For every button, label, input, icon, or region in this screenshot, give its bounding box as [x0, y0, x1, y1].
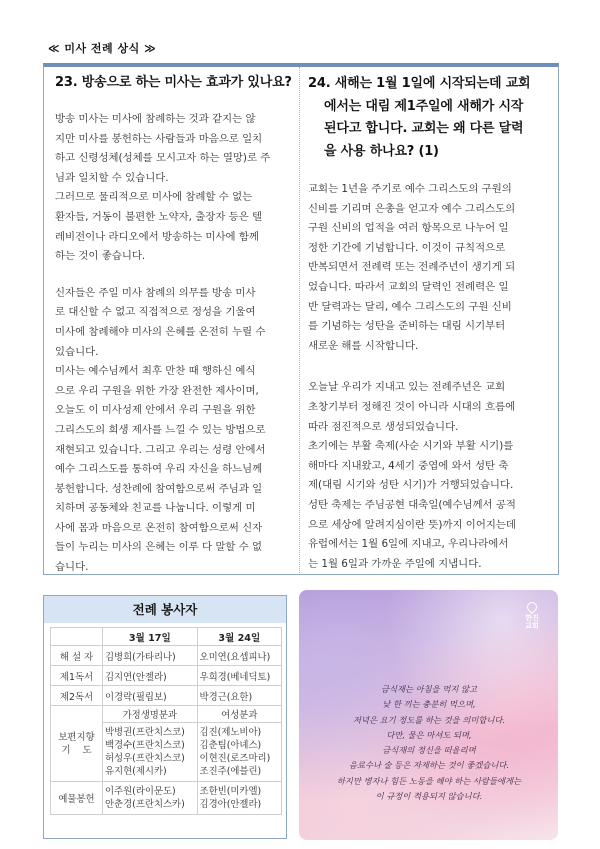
- text-line: 그리스도의 희생 제사를 느낄 수 있는 방법으로: [55, 423, 266, 436]
- row-label: 제2독서: [51, 686, 103, 706]
- title-line: 24. 새해는 1월 1일에 시작되는데 교회: [308, 76, 531, 91]
- text-line: 초기에는 부활 축제(사순 시기와 부활 시기)를: [308, 440, 514, 453]
- text-line: 그러므로 물리적으로 미사에 참례할 수 없는: [55, 191, 253, 204]
- text-line: 으로 세상에 알려지심이란 뜻)까지 이어지는데: [308, 518, 516, 531]
- table-row: [51, 782, 282, 815]
- text-line: 레비전이나 라디오에서 방송하는 미사에 함께: [55, 230, 259, 243]
- question-24-title: [308, 73, 558, 163]
- text-line: 교회는 1년을 주기로 예수 그리스도의 구원의: [308, 183, 512, 195]
- name-entry: 김진(제노비아): [199, 727, 262, 738]
- schedule-title: 전례 봉사자: [44, 596, 286, 623]
- question-24-answer: [308, 180, 552, 574]
- table-cell: 이경락(필립보): [103, 686, 198, 706]
- name-entry: 유지현(제시카): [105, 766, 167, 777]
- text-line: 신비를 기리며 은총을 얻고자 예수 그리스도의: [308, 202, 516, 215]
- label-line: 기 도: [61, 744, 92, 756]
- text-line: 로 대신할 수 없고 직접적으로 정성을 기울여: [55, 306, 256, 319]
- header-empty-cell: [51, 628, 103, 646]
- row-label: 제1독서: [51, 666, 103, 686]
- question-23-title: 23. 방송으로 하는 미사는 효과가 있나요?: [55, 75, 292, 90]
- text-line: 낮 한 끼는 충분히 먹으며,: [382, 699, 476, 710]
- section-label: ≪ 미사 전례 상식 ≫: [48, 42, 157, 55]
- name-entry: 조한빈(미카엘): [199, 786, 262, 797]
- text-line: 새로운 해를 시작합니다.: [308, 339, 419, 352]
- text-line: 하고 신령성체(성체를 모시고자 하는 열망)로 주: [55, 152, 271, 165]
- text-line: 환자들, 거동이 불편한 노약자, 출장자 등은 텔: [55, 210, 263, 223]
- text-line: 으로 우리 구원을 위한 가장 완전한 제사이며,: [55, 384, 259, 397]
- table-row: [51, 686, 282, 706]
- text-line: 었습니다. 따라서 교회의 달력인 전례력은 일: [308, 280, 509, 293]
- answer-23-paragraph-2: [55, 284, 295, 578]
- name-entry: 이현진(로즈마리): [199, 753, 271, 764]
- row-label: 해 설 자: [51, 646, 103, 666]
- text-line: 는 1월 6일과 가까운 주일에 지냅니다.: [308, 557, 482, 570]
- table-subheader-row: [51, 706, 282, 723]
- name-entry: 조진주(에블린): [199, 766, 262, 777]
- schedule-table: [50, 627, 282, 815]
- text-line: 금식재는 아침을 먹지 않고: [380, 684, 478, 694]
- name-entry: 안춘경(프란치스카): [105, 799, 185, 810]
- title-line: 에서는 대림 제1주일에 새해가 시작: [324, 98, 524, 114]
- text-line: 방송 미사는 미사에 참례하는 것과 같지는 않: [55, 113, 256, 125]
- liturgy-servers-panel: [43, 595, 287, 839]
- text-line: 오늘날 우리가 지내고 있는 전례주년은 교회: [308, 381, 506, 394]
- text-line: 들이 누리는 미사의 은혜는 이루 다 말할 수 없: [55, 541, 263, 554]
- answer-24-paragraph-1: [308, 180, 552, 356]
- text-line: 오늘도 이 미사성제 안에서 우리 구원을 위한: [55, 404, 256, 417]
- table-row: [51, 646, 282, 666]
- text-line: 님과 일치할 수 있습니다.: [55, 171, 169, 184]
- question-23-answer: [55, 110, 295, 578]
- table-row: [51, 666, 282, 686]
- table-cell: [103, 723, 198, 782]
- text-line: 치하며 공동체와 친교를 나눕니다. 이렇게 미: [55, 502, 256, 515]
- row-label: 예물봉헌: [51, 782, 103, 815]
- table-cell: [197, 782, 281, 815]
- logo-text: 한진 교회: [525, 614, 539, 630]
- table-cell: 우희경(베네딕토): [197, 666, 281, 686]
- text-line: 제(대림 시기와 성탄 시기)가 거행되었습니다.: [308, 479, 514, 492]
- name-entry: 박병권(프란치스코): [105, 727, 185, 738]
- text-line: 저녁은 요기 정도를 하는 것을 의미합니다.: [352, 714, 506, 725]
- name-entry: 백경수(프란치스코): [105, 740, 185, 751]
- text-line: 미사에 참례해야 미사의 은혜를 온전히 누릴 수: [55, 325, 266, 338]
- answer-24-paragraph-2: [308, 378, 552, 574]
- name-entry: 허성우(프란치스코): [105, 753, 185, 764]
- name-entry: 김춘팀(아녜스): [199, 740, 262, 751]
- text-line: 초창기부터 정해진 것이 아니라 시대의 흐름에: [308, 400, 516, 413]
- text-line: 재현되고 있습니다. 그리고 우리는 성령 안에서: [55, 443, 266, 456]
- table-header-row: [51, 628, 282, 646]
- table-cell: 오미연(요셉피나): [197, 646, 281, 666]
- name-entry: 김경아(안젤라): [199, 799, 262, 810]
- text-line: 미사는 예수님께서 최후 만찬 때 행하신 예식: [55, 365, 256, 378]
- text-line: 예수 그리스도를 통하여 우리 자신을 하느님께: [55, 463, 263, 476]
- table-cell: [103, 782, 198, 815]
- answer-23-paragraph-1: [55, 110, 295, 267]
- text-line: 구원 신비의 업적을 여러 항목으로 나누어 일: [308, 222, 509, 235]
- title-line: 된다고 합니다. 교회는 왜 다른 달력: [324, 121, 524, 136]
- title-line: 을 사용 하나요? (1): [324, 143, 439, 159]
- header-date-1: 3월 17일: [103, 628, 198, 646]
- text-line: 하지만 병자나 힘든 노동을 해야 하는 사람들에게는: [336, 775, 522, 786]
- text-line: 해마다 지내왔고, 4세기 중엽에 와서 성탄 축: [308, 459, 509, 472]
- text-line: 금식재의 정신을 떠올리며: [382, 745, 476, 756]
- subheader-women: 여성분과: [197, 706, 281, 723]
- text-line: 반복되면서 전례력 또는 전례주년이 생기게 되: [308, 261, 516, 274]
- text-line: 있습니다.: [55, 345, 99, 358]
- name-entry: 이주원(라이문도): [105, 786, 176, 797]
- text-line: 봉헌합니다. 성찬례에 참여함으로써 주님과 일: [55, 482, 263, 495]
- table-cell: [197, 723, 281, 782]
- text-line: 유럽에서는 1월 6일에 지내고, 우리나라에서: [308, 538, 509, 551]
- text-line: 지만 미사를 봉헌하는 사람들과 마음으로 일치: [55, 132, 263, 145]
- table-cell: 김병희(가타리나): [103, 646, 198, 666]
- text-line: 를 기념하는 성탄을 준비하는 대림 시기부터: [308, 320, 506, 333]
- fasting-note-card: [299, 590, 558, 840]
- church-logo-icon: [521, 602, 543, 630]
- text-line: 다만, 물은 마셔도 되며,: [386, 729, 472, 740]
- text-line: 사에 몸과 마음으로 온전히 참여함으로써 신자: [55, 521, 263, 534]
- table-cell: 박경근(요한): [197, 686, 281, 706]
- table-cell: 김지연(안젤라): [103, 666, 198, 686]
- text-line: 습니다.: [55, 561, 89, 574]
- column-divider: [299, 67, 300, 573]
- text-line: 음료수나 술 등은 자제하는 것이 좋겠습니다.: [348, 760, 510, 771]
- fasting-note-text: [309, 682, 549, 804]
- header-date-2: 3월 24일: [197, 628, 281, 646]
- text-line: 성탄 축제는 주님공현 대축일(예수님께서 공적: [308, 498, 516, 511]
- label-line: 보편지향: [58, 731, 95, 743]
- text-line: 하는 것이 좋습니다.: [55, 250, 146, 263]
- text-line: 반 달력과는 달리, 예수 그리스도의 구원 신비: [308, 300, 512, 313]
- text-line: 따라 점진적으로 생성되었습니다.: [308, 420, 459, 433]
- text-line: 정한 기간에 기념합니다. 이것이 규칙적으로: [308, 241, 506, 254]
- text-line: 이 규정이 적용되지 않습니다.: [375, 791, 483, 802]
- row-label-prayers: [51, 706, 103, 782]
- subheader-family-life: 가정생명분과: [103, 706, 198, 723]
- text-line: 신자들은 주일 미사 참례의 의무를 방송 미사: [55, 286, 256, 299]
